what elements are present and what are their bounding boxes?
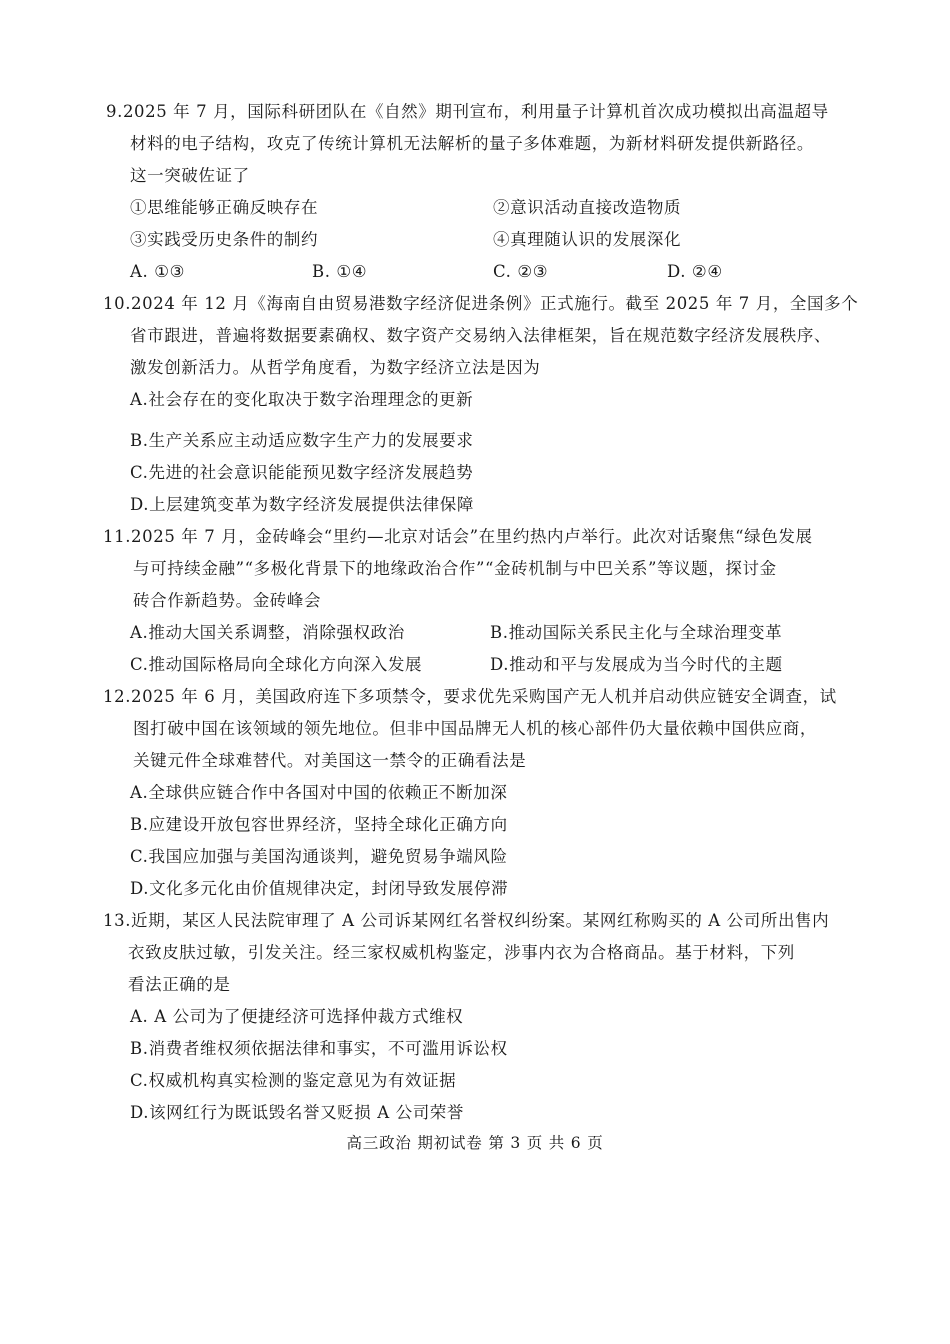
- q9-stem-line-2: 材料的电子结构，攻克了传统计算机无法解析的量子多体难题，为新材料研发提供新路径。: [130, 134, 814, 153]
- q11-choice-a: A.推动大国关系调整，消除强权政治: [130, 623, 405, 642]
- q9-stem-line-3: 这一突破佐证了: [130, 166, 250, 185]
- q10-choice-c: C.先进的社会意识能能预见数字经济发展趋势: [130, 463, 474, 482]
- q9-statement-4: ④真理随认识的发展深化: [493, 230, 682, 249]
- q13-stem-line-2: 衣致皮肤过敏，引发关注。经三家权威机构鉴定，涉事内衣为合格商品。基于材料，下列: [128, 943, 795, 962]
- q10-choice-b: B.生产关系应主动适应数字生产力的发展要求: [130, 431, 474, 450]
- q13-stem-line-1: 13.近期，某区人民法院审理了 A 公司诉某网红名誉权纠纷案。某网红称购买的 A 公司所出售内: [103, 911, 830, 930]
- q9-choice-a: A. ①③: [130, 262, 185, 281]
- q11-choice-b: B.推动国际关系民主化与全球治理变革: [490, 623, 783, 642]
- q10-choice-d: D.上层建筑变革为数字经济发展提供法律保障: [130, 495, 474, 514]
- q9-statement-2: ②意识活动直接改造物质: [493, 198, 682, 217]
- q12-choice-c: C.我国应加强与美国沟通谈判，避免贸易争端风险: [130, 847, 508, 866]
- q13-choice-c: C.权威机构真实检测的鉴定意见为有效证据: [130, 1071, 457, 1090]
- q12-stem-line-3: 关键元件全球难替代。对美国这一禁令的正确看法是: [133, 751, 527, 770]
- q10-stem-line-1: 10.2024 年 12 月《海南自由贸易港数字经济促进条例》正式施行。截至 2025 年 7 月，全国多个: [103, 294, 859, 313]
- q12-choice-d: D.文化多元化由价值规律决定，封闭导致发展停滞: [130, 879, 509, 898]
- q9-statement-1: ①思维能够正确反映存在: [130, 198, 319, 217]
- q10-choice-a: A.社会存在的变化取决于数字治理理念的更新: [130, 390, 474, 409]
- q10-stem-line-2: 省市跟进，普遍将数据要素确权、数字资产交易纳入法律框架，旨在规范数字经济发展秩序、: [130, 326, 832, 345]
- q11-stem-line-3: 砖合作新趋势。金砖峰会: [133, 591, 322, 610]
- q9-choice-d: D. ②④: [667, 262, 723, 281]
- q9-statement-3: ③实践受历史条件的制约: [130, 230, 319, 249]
- q12-stem-line-1: 12.2025 年 6 月，美国政府连下多项禁令，要求优先采购国产无人机并启动供应链安全调查，试: [103, 687, 837, 706]
- q12-stem-line-2: 图打破中国在该领域的领先地位。但非中国品牌无人机的核心部件仍大量依赖中国供应商，: [133, 719, 817, 738]
- q13-choice-d: D.该网红行为既诋毁名誉又贬损 A 公司荣誉: [130, 1103, 464, 1122]
- q11-stem-line-1: 11.2025 年 7 月，金砖峰会“里约—北京对话会”在里约热内卢举行。此次对话聚焦“绿色发展: [103, 527, 813, 546]
- q12-choice-a: A.全球供应链合作中各国对中国的依赖正不断加深: [130, 783, 508, 802]
- page-footer: 高三政治 期初试卷 第 3 页 共 6 页: [346, 1134, 604, 1152]
- q9-stem-line-1: 9.2025 年 7 月，国际科研团队在《自然》期刊宣布，利用量子计算机首次成功模拟出高温超导: [106, 102, 829, 121]
- q9-choice-b: B. ①④: [312, 262, 368, 281]
- q12-choice-b: B.应建设开放包容世界经济，坚持全球化正确方向: [130, 815, 508, 834]
- q9-choice-c: C. ②③: [493, 262, 549, 281]
- q11-choice-c: C.推动国际格局向全球化方向深入发展: [130, 655, 423, 674]
- q10-stem-line-3: 激发创新活力。从哲学角度看，为数字经济立法是因为: [130, 358, 541, 377]
- q13-stem-line-3: 看法正确的是: [128, 975, 231, 994]
- q11-stem-line-2: 与可持续金融”“多极化背景下的地缘政治合作”“金砖机制与中巴关系”等议题，探讨金: [133, 559, 777, 578]
- q11-choice-d: D.推动和平与发展成为当今时代的主题: [490, 655, 783, 674]
- q13-choice-b: B.消费者维权须依据法律和事实，不可滥用诉讼权: [130, 1039, 508, 1058]
- q13-choice-a: A. A 公司为了便捷经济可选择仲裁方式维权: [130, 1007, 464, 1026]
